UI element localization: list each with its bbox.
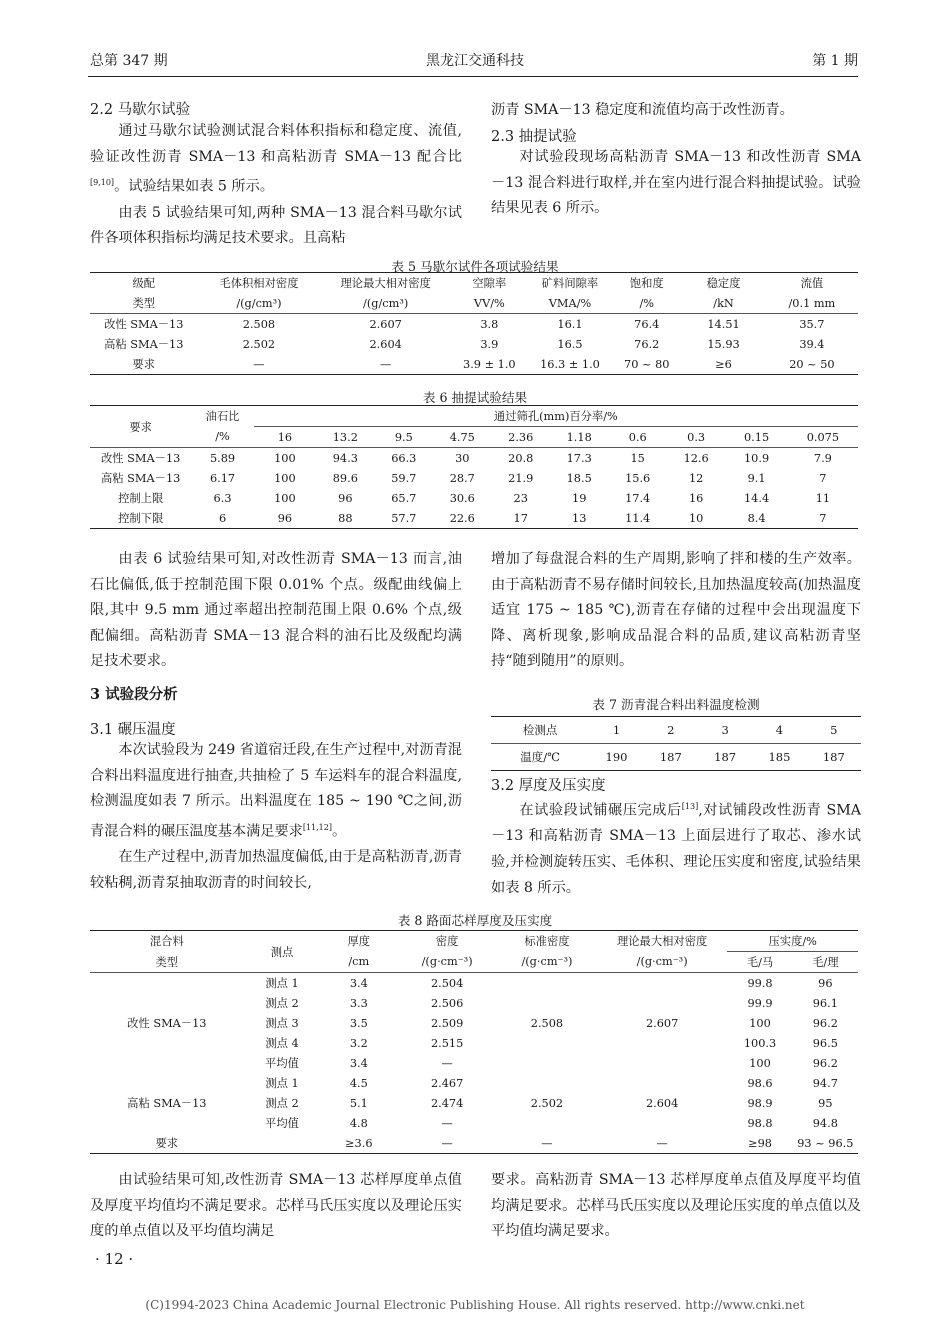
table-cell: 3.8 [480, 317, 499, 331]
table-cell: /(g·cm⁻³) [397, 952, 497, 973]
table-row [90, 314, 858, 335]
table-cell: 39.4 [799, 337, 825, 351]
table-cell: VV/% [473, 296, 505, 310]
paragraph: 增加了每盘混合料的生产周期,影响了拌和楼的生产效率。由于高粘沥青不易存储时间较长,且加热温度较高(加热温度适宜 175 ~ 185 ℃),沥青在存储的过程中会出现温度下降、离析现象,影响成品混合料的品质,建议高粘沥青坚持“随到随用”的原则。 [491, 551, 861, 670]
table-cell: /% [215, 430, 230, 444]
table-cell: 6.3 [213, 491, 232, 505]
table-cell: 标准密度 [524, 935, 570, 949]
table-cell: — [253, 357, 265, 371]
table-row [90, 448, 858, 469]
table-cell: 20 ~ 50 [789, 357, 835, 371]
section-2-3-heading: 2.3 抽提试验 [491, 129, 577, 145]
table-cell: 油石比 [205, 410, 240, 424]
right-mid-text [491, 547, 861, 675]
table-cell: 7 [819, 511, 827, 525]
table-cell: 改性 SMA－13 [104, 318, 184, 331]
paragraph: 通过马歇尔试验测试混合料体积指标和稳定度、流值,验证改性沥青 SMA－13 和高粘沥青 SMA－13 配合比[9,10]。试验结果如表 5 所示。 [90, 123, 462, 195]
table-cell: 66.3 [391, 451, 417, 465]
table-cell: 99.8 [747, 976, 773, 990]
table-cell: 测点 [244, 931, 321, 973]
table-cell [244, 1133, 321, 1154]
header-journal-name: 黑龙江交通科技 [426, 53, 524, 69]
table6-caption: 表 6 抽提试验结果 [422, 390, 528, 405]
table-cell: 185 [768, 750, 791, 764]
left-mid-text-2 [90, 738, 462, 896]
table-cell: 16.5 [557, 337, 583, 351]
header-rule [88, 76, 858, 77]
table-cell: 100 [274, 451, 296, 465]
table-cell: /(g/cm³) [363, 296, 409, 310]
table-cell: 2.474 [430, 1096, 464, 1110]
table-cell: 16 [277, 430, 293, 444]
table-cell: 2.508 [242, 317, 276, 331]
table-cell: 类型 [90, 952, 244, 973]
table-cell: 类型 [132, 297, 156, 310]
right-top-text-2 [491, 145, 861, 222]
table-cell: 20.8 [508, 451, 534, 465]
table-cell: 21.9 [508, 471, 534, 485]
table-cell: — [380, 357, 392, 371]
table-cell: 2.36 [508, 430, 534, 444]
paragraph: 在试验段试铺碾压完成后[13],对试铺段改性沥青 SMA－13 和高粘沥青 SMA－13 上面层进行了取芯、渗水试验,并检测旋转压实、毛体积、理论压实度和密度,试验结果如表 8 所示。 [491, 802, 861, 896]
table-cell: 4.5 [349, 1076, 368, 1090]
table-row [90, 488, 858, 508]
table-cell: 控制下限 [118, 512, 164, 525]
table-cell: 毛/马 [727, 952, 792, 973]
header-issue: 第 1 期 [812, 53, 858, 69]
table-cell: 毛体积相对密度 [219, 277, 299, 290]
header-journal-issue: 总第 347 期 [90, 53, 168, 69]
table-cell: 0.075 [806, 430, 840, 444]
table-cell: 3.9 ± 1.0 [463, 357, 516, 371]
paragraph: 由表 5 试验结果可知,两种 SMA－13 混合料马歇尔试件各项体积指标均满足技术要求。且高粘 [90, 204, 462, 247]
left-top-text [90, 119, 462, 252]
table-cell: 稳定度 [706, 277, 741, 290]
table-cell: 89.6 [332, 471, 358, 485]
table-cell: 高粘 SMA－13 [127, 1097, 207, 1110]
right-mid-text-2 [491, 794, 861, 901]
table-cell: 99.9 [747, 996, 773, 1010]
table-cell: 平均值 [265, 1057, 299, 1070]
table-cell: 30 [455, 451, 470, 465]
table7 [491, 716, 861, 771]
paragraph: 本次试验段为 249 省道宿迁段,在生产过程中,对沥青混合料出料温度进行抽查,共抽检了 5 车运料车的混合料温度,检测温度如表 7 所示。出料温度在 185 ~ 190 ℃之间,沥青混合料的碾压温度基本满足要求[11,12]。 [90, 742, 462, 840]
paragraph: 由表 6 试验结果可知,对改性沥青 SMA－13 而言,油石比偏低,低于控制范围下限 0.01% 个点。级配曲线偏上限,其中 9.5 mm 通过率超出控制范围上限 0.6% 个点,级配偏细。高粘沥青 SMA－13 混合料的油石比及级配均满足技术要求。 [90, 551, 462, 670]
table-cell: 6 [218, 511, 227, 525]
table-cell: 理论最大相对密度 [340, 277, 431, 290]
table-cell: 11.4 [625, 511, 651, 525]
table-cell: ≥3.6 [345, 1136, 373, 1150]
paragraph: 在生产过程中,沥青加热温度偏低,由于是高粘沥青,沥青较粘稠,沥青泵抽取沥青的时间较长, [90, 849, 462, 891]
table-cell: 3.2 [349, 1036, 368, 1050]
table-cell: /(g·cm⁻³) [597, 952, 728, 973]
left-mid-text [90, 547, 462, 675]
table-cell: 控制上限 [118, 492, 164, 505]
table-cell: — [441, 1116, 453, 1130]
table-cell: 3 [721, 723, 729, 737]
paragraph: 沥青 SMA－13 稳定度和流值均高于改性沥青。 [491, 102, 794, 118]
table-cell: 2.604 [645, 1096, 679, 1110]
table-cell: 2.515 [430, 1036, 464, 1050]
table-cell: 22.6 [449, 511, 475, 525]
table-cell: 3.3 [349, 996, 368, 1010]
table-cell: 改性 SMA－13 [101, 452, 181, 465]
table5 [90, 272, 858, 375]
table-cell: /cm [320, 952, 397, 973]
table-cell: 压实度/% [768, 935, 817, 948]
table-cell: ≥6 [715, 357, 732, 371]
table-cell: 70 ~ 80 [624, 357, 670, 371]
table-row [90, 1073, 858, 1093]
table-cell: /(g·cm⁻³) [497, 952, 597, 973]
table-cell: 30.6 [449, 491, 475, 505]
table-cell: 57.7 [391, 511, 417, 525]
right-top-text [491, 98, 861, 124]
table-cell: 测点 1 [265, 977, 299, 990]
table-cell: 2.508 [530, 1016, 564, 1030]
table-cell: 59.7 [391, 471, 417, 485]
table-cell: 100 [749, 1016, 771, 1030]
table-cell: 毛/理 [793, 952, 858, 973]
table-cell: 0.3 [687, 430, 706, 444]
table-cell: 测点 2 [265, 997, 299, 1010]
table-cell: 15 [630, 451, 645, 465]
table-row [90, 334, 858, 354]
table-cell: 23 [513, 491, 528, 505]
table-cell: 94.8 [812, 1116, 838, 1130]
table-cell: 187 [714, 750, 737, 764]
table-cell: 高粘 SMA－13 [104, 338, 184, 351]
table-cell: 级配 [132, 277, 156, 290]
table-cell: 空隙率 [472, 277, 507, 290]
table-cell: 5 [830, 723, 838, 737]
table-cell: 2.607 [645, 1016, 679, 1030]
table-cell: 2.506 [430, 996, 464, 1010]
table-cell: 测点 2 [265, 1097, 299, 1110]
table-cell: 3.4 [349, 976, 368, 990]
table-cell: /% [639, 296, 655, 310]
section-2-2-heading: 2.2 马歇尔试验 [90, 102, 191, 118]
table-cell: 15.93 [707, 337, 740, 351]
table-cell: 96.5 [812, 1036, 838, 1050]
table-cell: 35.7 [799, 317, 825, 331]
table-cell: 94.3 [332, 451, 358, 465]
table-cell: 16.1 [557, 317, 583, 331]
table-cell: 8.4 [747, 511, 766, 525]
table-cell: 2.509 [430, 1016, 464, 1030]
table-cell: — [441, 1136, 453, 1150]
table-cell: 14.4 [743, 491, 770, 505]
bottom-left-text [90, 1168, 462, 1245]
table-cell: 95 [818, 1096, 833, 1110]
table-cell: 5.1 [349, 1096, 368, 1110]
table-cell: 6.17 [209, 471, 236, 485]
table-cell: 76.2 [634, 337, 660, 351]
bottom-right-text [491, 1168, 861, 1245]
table-cell: 厚度 [347, 935, 371, 949]
table-cell: 0.15 [743, 430, 770, 444]
table-cell: 76.4 [634, 317, 660, 331]
table-cell: 98.9 [747, 1096, 773, 1110]
table-cell: 12.6 [683, 451, 709, 465]
table7-caption: 表 7 沥青混合料出料温度检测 [592, 697, 760, 712]
table-cell: 流值 [800, 277, 824, 290]
table-cell: 矿料间隙率 [541, 277, 599, 290]
table-cell: 17.4 [625, 491, 651, 505]
table-cell: — [441, 1056, 453, 1070]
table-cell: 平均值 [265, 1117, 299, 1130]
table-row [90, 508, 858, 529]
table-cell: 7 [819, 471, 827, 485]
table-cell: 94.7 [812, 1076, 838, 1090]
table-cell: 17.3 [566, 451, 592, 465]
table-cell: VMA/% [548, 296, 592, 310]
table5-caption: 表 5 马歇尔试件各项试验结果 [391, 259, 559, 274]
table-cell: 100 [274, 471, 296, 485]
table-cell: /0.1 mm [788, 296, 836, 310]
table-cell: 96 [818, 976, 833, 990]
table-cell: 1 [612, 723, 621, 737]
table-cell: 100.3 [743, 1036, 777, 1050]
paragraph: 要求。高粘沥青 SMA－13 芯样厚度单点值及厚度平均值均满足要求。芯样马氏压实度以及理论压实度的单点值以及平均值均满足要求。 [491, 1172, 861, 1240]
table-cell: 15.6 [625, 471, 651, 485]
table-cell: 2.502 [530, 1096, 564, 1110]
table-cell: 9.1 [747, 471, 766, 485]
table-cell: 98.6 [747, 1076, 773, 1090]
table-cell: 2.504 [430, 976, 464, 990]
table-cell: 通过筛孔(mm)百分率/% [254, 406, 858, 427]
table-cell: 5.89 [209, 451, 236, 465]
table-cell: 9.5 [394, 430, 413, 444]
section-3-heading: 3 试验段分析 [90, 686, 178, 703]
table-cell: 1.18 [566, 430, 592, 444]
table-cell: 改性 SMA－13 [127, 1017, 207, 1030]
table-cell: 要求 [132, 358, 156, 371]
table-cell: 2.604 [369, 337, 402, 351]
table-cell: 2 [667, 723, 675, 737]
table8-caption: 表 8 路面芯样厚度及压实度 [397, 913, 553, 928]
section-3-1-heading: 3.1 碾压温度 [90, 722, 176, 738]
table-cell: 98.8 [747, 1116, 773, 1130]
table8 [90, 930, 858, 1154]
table-cell: 4.8 [349, 1116, 368, 1130]
paragraph: 对试验段现场高粘沥青 SMA－13 和改性沥青 SMA－13 混合料进行取样,并在室内进行混合料抽提试验。试验结果见表 6 所示。 [491, 149, 861, 217]
table-cell: 190 [605, 750, 628, 764]
table-cell: 16.3 ± 1.0 [540, 357, 600, 371]
table-cell: 测点 4 [265, 1037, 299, 1050]
table-cell: 13.2 [332, 430, 358, 444]
table-cell: /kN [713, 296, 734, 310]
table-cell: 12 [688, 471, 704, 485]
table-cell: 2.607 [369, 317, 402, 331]
table-cell: — [656, 1136, 668, 1150]
table-cell: 100 [749, 1056, 771, 1070]
table-cell: 187 [659, 750, 682, 764]
page-number: · 12 · [95, 1250, 134, 1268]
paragraph: 由试验结果可知,改性沥青 SMA－13 芯样厚度单点值及厚度平均值均不满足要求。芯样马氏压实度以及理论压实度的单点值以及平均值均满足 [90, 1172, 462, 1240]
table-cell: 0.6 [628, 430, 647, 444]
table-cell: 检测点 [522, 723, 558, 737]
table-row [90, 973, 858, 994]
table-cell: 96.2 [812, 1056, 838, 1070]
table-cell: 96 [338, 491, 353, 505]
table-row [90, 1133, 858, 1154]
table-cell: 93 ~ 96.5 [797, 1136, 854, 1150]
table-cell: 2.467 [430, 1076, 464, 1090]
table-cell: 测点 3 [265, 1017, 299, 1030]
table-cell: 理论最大相对密度 [616, 935, 708, 949]
table6 [90, 405, 858, 529]
table-cell: 96.2 [812, 1016, 838, 1030]
section-3-2-heading: 3.2 厚度及压实度 [491, 778, 606, 794]
table-cell: 4.75 [449, 430, 475, 444]
table-cell: 测点 1 [265, 1077, 299, 1090]
table-row [90, 354, 858, 375]
table-cell: 17 [513, 511, 528, 525]
table-cell: 4 [775, 723, 784, 737]
copyright-footer: (C)1994-2023 China Academic Journal Electronic Publishing House. All rights reserved. http://www.cnki.net [145, 1298, 805, 1312]
table-cell: 饱和度 [629, 277, 664, 290]
table-cell: — [541, 1136, 553, 1150]
table-cell: 65.7 [391, 491, 417, 505]
table-cell: 10.9 [743, 451, 770, 465]
table-cell: 28.7 [449, 471, 475, 485]
table-cell: 温度/℃ [520, 750, 561, 764]
table-cell: 88 [338, 511, 353, 525]
table-cell: 100 [274, 491, 296, 505]
table-cell: 要求 [155, 1137, 179, 1150]
table-cell: 3.5 [349, 1016, 368, 1030]
table-cell: 要求 [90, 406, 191, 448]
table-cell: 3.4 [349, 1056, 368, 1070]
table-cell: 高粘 SMA－13 [101, 472, 181, 485]
table-cell: 96 [277, 511, 293, 525]
table-cell: 14.51 [707, 317, 740, 331]
table-cell: /(g/cm³) [236, 296, 282, 310]
table-cell: 2.502 [242, 337, 276, 351]
table-cell: 11 [815, 491, 831, 505]
table-cell: 16 [688, 491, 704, 505]
table-row [90, 468, 858, 488]
table-cell: ≥98 [748, 1136, 772, 1150]
table-cell: 19 [572, 491, 587, 505]
table-cell: 10 [688, 511, 704, 525]
table-cell: 3.9 [480, 337, 499, 351]
table-cell: 187 [822, 750, 845, 764]
table-cell: 7.9 [813, 451, 832, 465]
table-cell: 18.5 [566, 471, 592, 485]
table-cell: 密度 [435, 935, 459, 949]
table-cell: 96.1 [812, 996, 838, 1010]
table-cell: 13 [572, 511, 587, 525]
table-cell: 混合料 [149, 935, 184, 949]
